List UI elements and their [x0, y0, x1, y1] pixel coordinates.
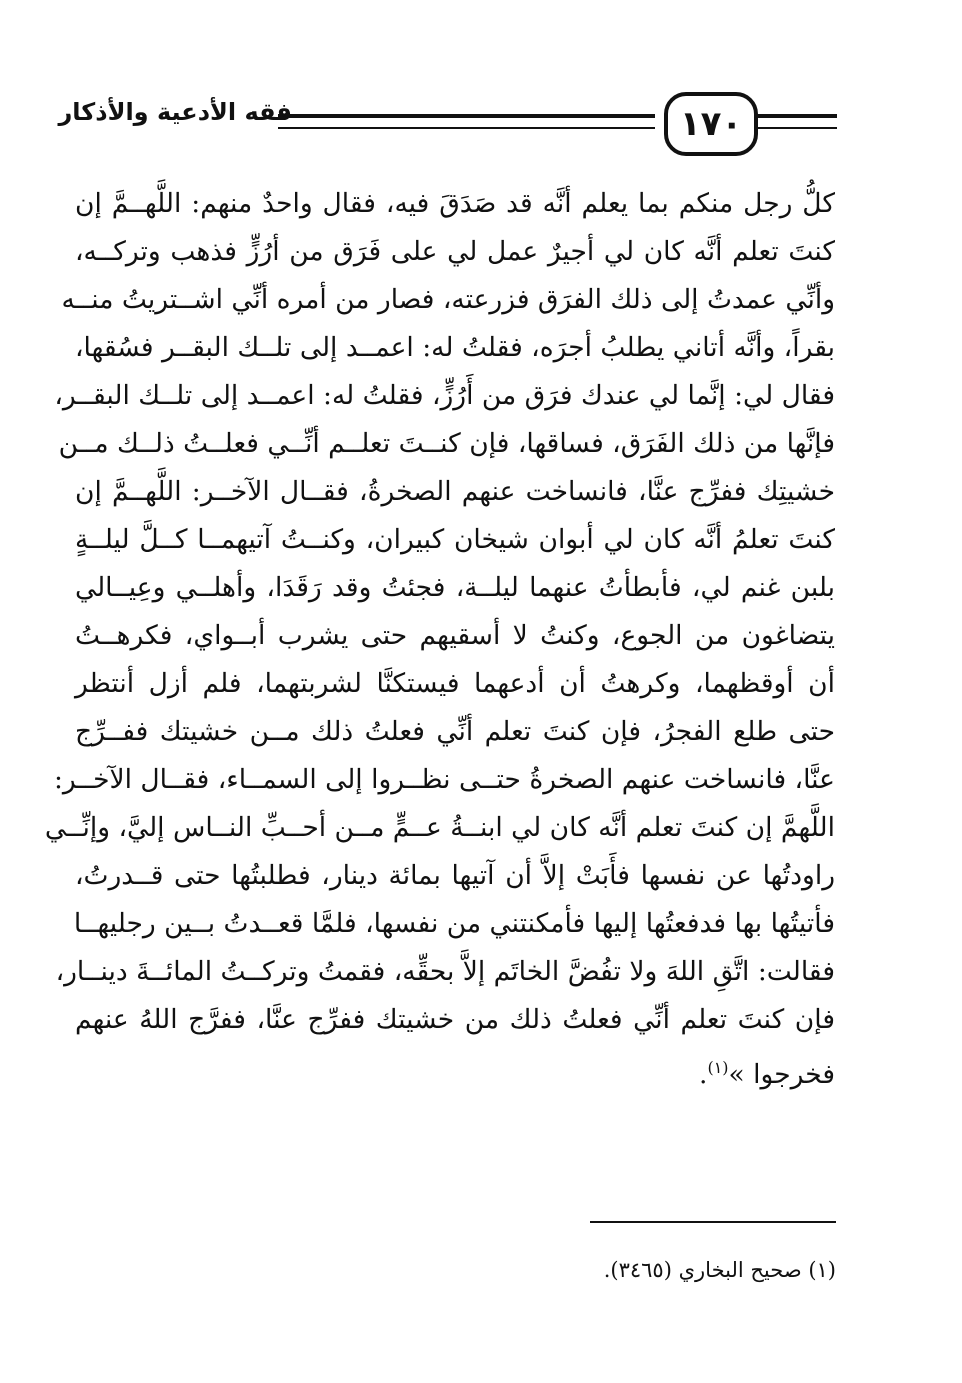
text-line: اللَّهمَّ إن كنتَ تعلم أنَّه كان لي ابنــةُ عــمٍّ مــن أحــبِّ النــاس إليَّ، وإنِّــي [44, 812, 835, 843]
end-mark: . [699, 1058, 708, 1090]
text-line: يتضاغون من الجوع، وكنتُ لا أسقيهم حتى يشرب أبــواي، فكرهــتُ [75, 620, 835, 651]
text-line: حتى طلع الفجرُ، فإن كنتَ تعلم أنِّي فعلتُ ذلك مــن خشيتك ففــرِّج [75, 716, 835, 747]
text-line: فقال لي: إنَّما لي عندك فرَق من أَرُزٍّ، فقلتُ له: اعمــد إلى تلــك البقــر، [54, 380, 835, 411]
text-line: راودتُها عن نفسها فأَبَتْ إلاَّ أن آتيها بمائة دينار، فطلبتُها حتى قــدرتُ، [75, 860, 835, 891]
text-line: كلُّ رجل منكم بما يعلم أنَّه قد صَدَقَ فيه، فقال واحدٌ منهم: اللَّهــمَّ إن [75, 188, 835, 219]
text-line: خشيتِك ففرِّج عنَّا، فانساخت عنهم الصخرةُ، فقــال الآخــر: اللَّهــمَّ إن [75, 476, 835, 507]
body-text [44, 180, 835, 1092]
text-line: بقراً، وأنَّه أتاني يطلبُ أجرَه، فقلتُ له: اعمــد إلى تلــك البقــر فسُقها، [75, 332, 835, 363]
text-line: كنتَ تعلمُ أنَّه كان لي أبوان شيخان كبيران، وكنــتُ آتيهمــا كــلَّ ليلــةٍ [75, 524, 835, 555]
page-header [58, 88, 837, 158]
text-line-last [75, 1044, 835, 1092]
text-line: عنَّا، فانساخت عنهم الصخرةُ حتــى نظــروا إلى السمــاء، فقــال الآخــر: [54, 764, 835, 795]
text-line: أن أوقظهما، وكرهتُ أن أدعهما فيستكنَّا لشربتهما، فلم أزل أنتظر [75, 668, 835, 699]
text-line: وأنِّي عمدتُ إلى ذلك الفرَق فزرعته، فصار من أمره أنِّي اشــتريتُ منــه [61, 284, 835, 315]
text-line: بلبن غنم لي، فأبطأتُ عنهما ليلــة، فجئتُ وقد رَقَدَا، وأهلــي وعِيــالي [75, 572, 835, 603]
last-line-text: فخرجوا » [728, 1058, 835, 1090]
footnote-reference[interactable]: (١) [707, 1058, 729, 1077]
text-line: فإن كنتَ تعلم أنِّي فعلتُ ذلك من خشيتك ففرِّج عنَّا، ففرَّج اللهُ عنهم [75, 1004, 835, 1035]
text-line: كنتَ تعلم أنَّه كان لي أجيرٌ عمل لي على فَرَق من أرُزٍّ فذهب وتركــه، [75, 236, 835, 267]
text-line: فقالت: اتَّقِ اللهَ ولا تفُضَّ الخاتَم إلاَّ بحقِّه، فقمتُ وتركــتُ المائــةَ دينــار، [55, 956, 835, 987]
header-rule-left [278, 114, 655, 129]
page-number: ١٧٠ [664, 92, 758, 156]
footnote: (١) صحيح البخاري (٣٤٦٥). [603, 1258, 836, 1282]
book-title: فقه الأدعية والأذكار [58, 98, 292, 126]
footnote-separator [590, 1221, 836, 1223]
text-line: فأتيتُها بها فدفعتُها إليها فأمكنتني من نفسها، فلمَّا قعــدتُ بــين رجليهــا [73, 908, 835, 939]
text-line: فإنَّها من ذلك الفَرَق، فساقها، فإن كنــتَ تعلــم أنِّــي فعلــتُ ذلــك مــن [58, 428, 835, 459]
